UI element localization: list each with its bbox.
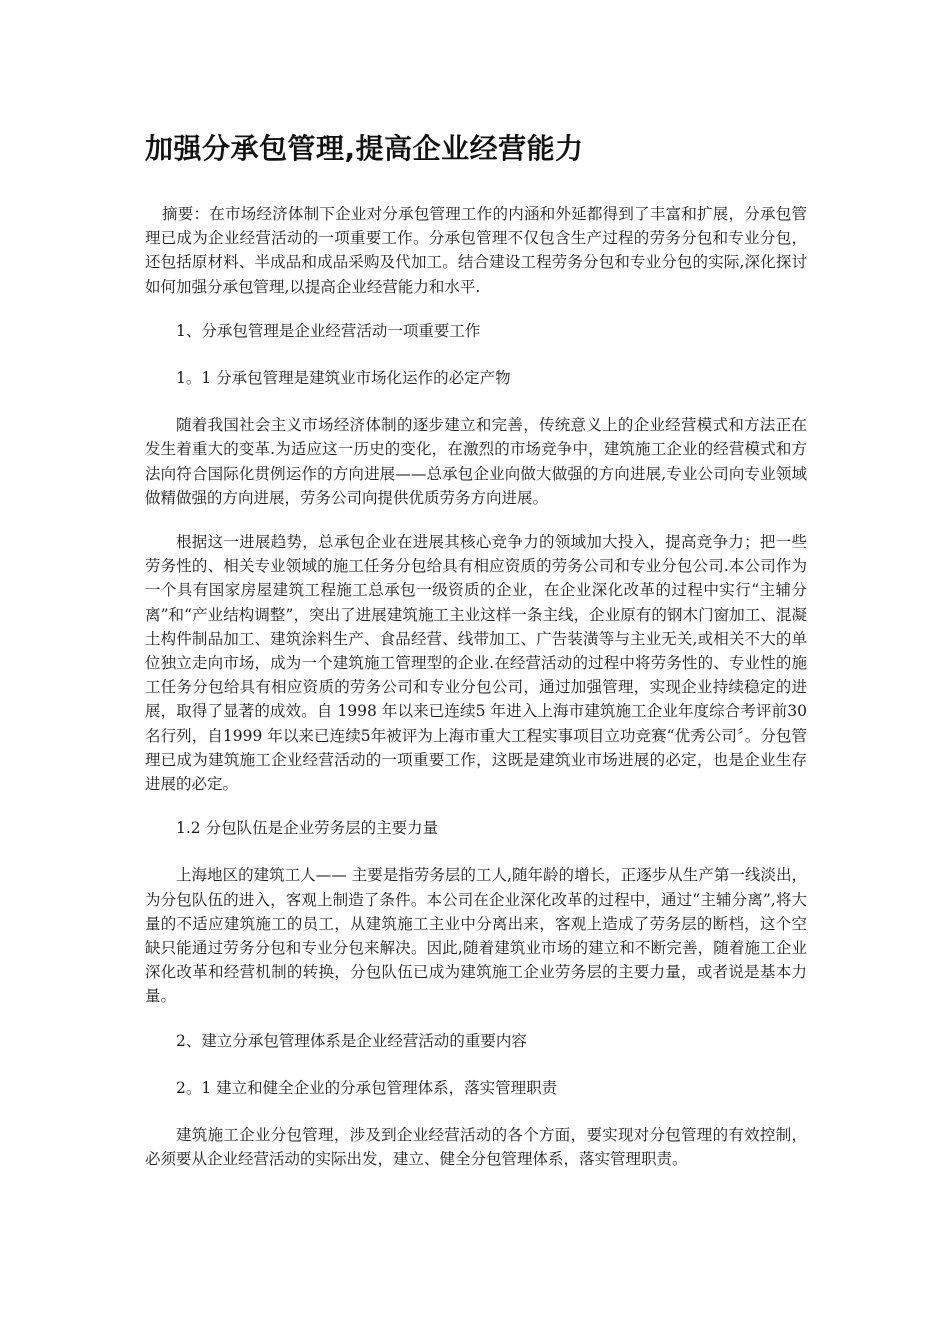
document-title: 加强分承包管理,提高企业经营能力 [145, 132, 584, 165]
section-heading-2: 2、建立分承包管理体系是企业经营活动的重要内容 [176, 1031, 527, 1050]
body-paragraph-1: 随着我国社会主义市场经济体制的逐步建立和完善，传统意义上的企业经营模式和方法正在发生着重大的变革.为适应这一历史的变化，在激烈的市场竞争中，建筑施工企业的经营模式和方法向符合国际化贯例运作的方向进展——总承包企业向做大做强的方向进展,专业公司向专业领域做精做强的方向进展，劳务公司向提供优质劳务方向进展。 [145, 416, 807, 507]
abstract-paragraph: 摘要：在市场经济体制下企业对分承包管理工作的内涵和外延都得到了丰富和扩展，分承包管理已成为企业经营活动的一项重要工作。分承包管理不仅包含生产过程的劳务分包和专业分包，还包括原材料、半成品和成品采购及代加工。结合建设工程劳务分包和专业分包的实际,深化探讨如何加强分承包管理,以提高企业经营能力和水平. [145, 205, 807, 296]
subsection-heading-1-2: 1.2 分包队伍是企业劳务层的主要力量 [176, 819, 439, 838]
body-paragraph-2: 根据这一进展趋势，总承包企业在进展其核心竞争力的领域加大投入，提高竞争力；把一些劳务性的、相关专业领域的施工任务分包给具有相应资质的劳务公司和专业分包公司.本公司作为一个具有国家房屋建筑工程施工总承包一级资质的企业，在企业深化改革的过程中实行“主辅分离”和“产业结构调整”，突出了进展建筑施工主业这样一条主线，企业原有的钢木门窗加工、混凝土构件制品加工、建筑涂料生产、食品经营、线带加工、广告装潢等与主业无关,或相关不大的单位独立走向市场，成为一个建筑施工管理型的企业.在经营活动的过程中将劳务性的、专业性的施工任务分包给具有相应资质的劳务公司和专业分包公司，通过加强管理，实现企业持续稳定的进展，取得了显著的成效。自 1998 年以来已连续5 年进入上海市建筑施工企业年度综合考评前30名行列，自1999 年以来已连续5年被评为上海市重大工程实事项目立功竞赛“优秀公司〞。分包管理已成为建筑施工企业经营活动的一项重要工作，这既是建筑业市场进展的必定，也是企业生存进展的必定。 [145, 533, 807, 794]
body-paragraph-3: 上海地区的建筑工人—— 主要是指劳务层的工人,随年龄的增长，正逐步从生产第一线淡出，为分包队伍的进入，客观上制造了条件。本公司在企业深化改革的过程中，通过“主辅分离”,将大量的不适应建筑施工的员工，从建筑施工主业中分离出来，客观上造成了劳务层的断档，这个空缺只能通过劳务分包和专业分包来解决。因此,随着建筑业市场的建立和不断完善，随着施工企业深化改革和经营机制的转换，分包队伍已成为建筑施工企业劳务层的主要力量，或者说是基本力量。 [145, 866, 807, 1006]
body-paragraph-4: 建筑施工企业分包管理，涉及到企业经营活动的各个方面，要实现对分包管理的有效控制，必须要从企业经营活动的实际出发，建立、健全分包管理体系，落实管理职责。 [145, 1126, 807, 1169]
subsection-heading-2-1: 2。1 建立和健全企业的分承包管理体系，落实管理职责 [176, 1078, 558, 1097]
subsection-heading-1-1: 1。1 分承包管理是建筑业市场化运作的必定产物 [176, 369, 511, 388]
document-body [145, 126, 807, 1192]
section-heading-1: 1、分承包管理是企业经营活动一项重要工作 [176, 321, 481, 340]
